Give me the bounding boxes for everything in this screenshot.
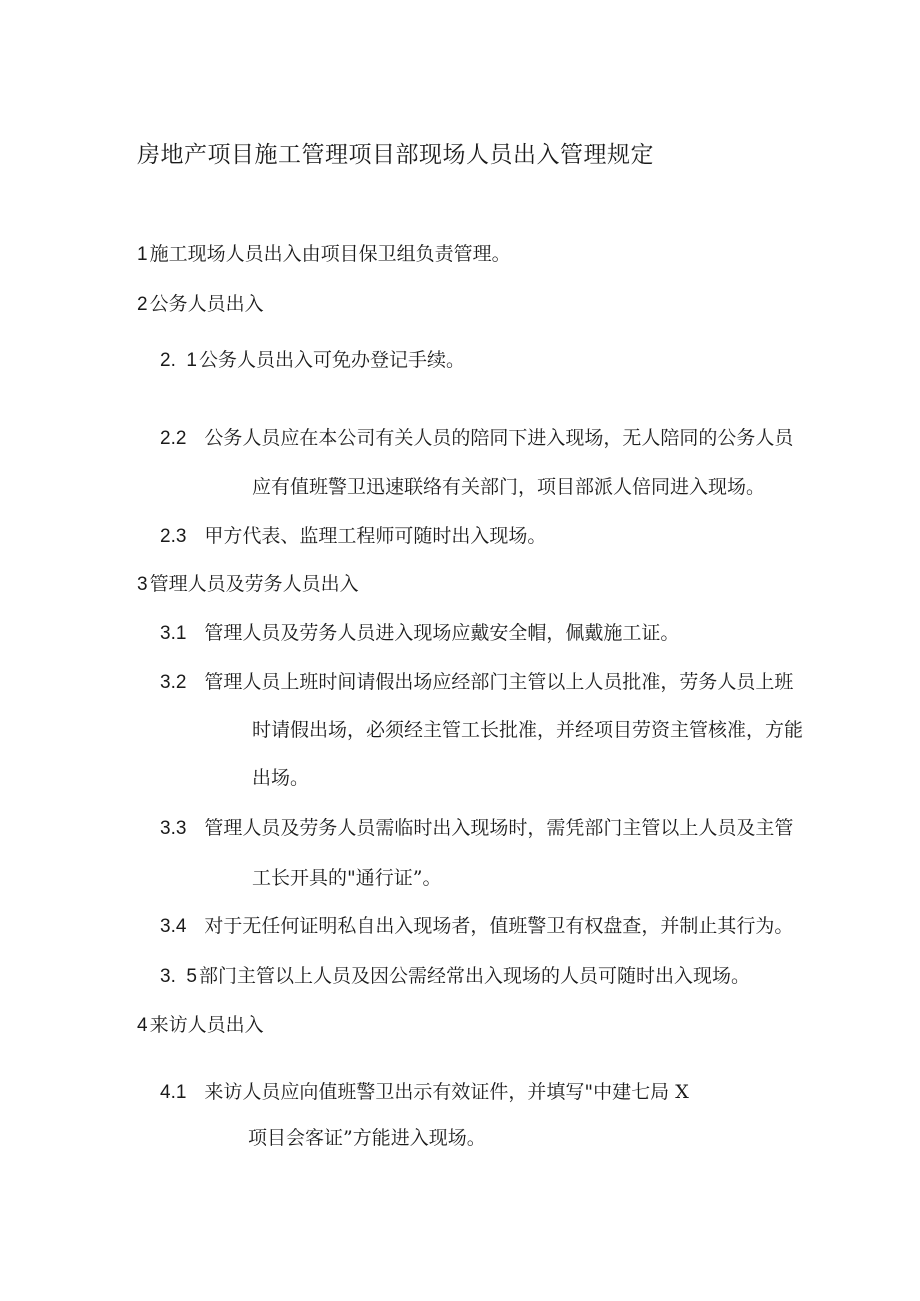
clause-text: 出场。 (252, 767, 310, 789)
clause-3-1 (160, 621, 679, 646)
clause-text: 管理人员及劳务人员进入现场应戴安全帽，佩戴施工证。 (204, 622, 680, 644)
clause-number: 3.4 (160, 916, 187, 937)
clause-text: 管理人员上班时间请假出场应经部门主管以上人员批准，劳务人员上班 (204, 671, 794, 693)
clause-number: 2 (137, 294, 148, 315)
clause-number: 1 (137, 244, 148, 265)
clause-3-3 (160, 816, 793, 841)
section-3-heading (137, 572, 359, 597)
clause-3-2-continued (252, 766, 309, 790)
clause-3-2-continued (252, 718, 803, 742)
clause-text: 项目会客证”方能进入现场。 (248, 1127, 486, 1149)
clause-number: 2.2 (160, 428, 187, 449)
clause-3-5 (160, 964, 750, 989)
clause-3-3-continued (252, 866, 441, 890)
clause-2-1 (160, 348, 465, 373)
section-2-heading (137, 292, 264, 317)
clause-number: 3.3 (160, 818, 187, 839)
clause-2-3 (160, 524, 546, 549)
clause-text: 来访人员应向值班警卫出示有效证件，并填写"中建七局 X (204, 1081, 689, 1103)
clause-text: 甲方代表、监理工程师可随时出入现场。 (204, 525, 547, 547)
clause-text: 公务人员应在本公司有关人员的陪同下进入现场，无人陪同的公务人员 (204, 427, 794, 449)
clause-2-2-continued (252, 475, 765, 499)
clause-number: 4 (137, 1015, 148, 1036)
clause-text: 施工现场人员出入由项目保卫组负责管理。 (149, 243, 511, 265)
clause-1 (137, 242, 511, 267)
clause-text: 公务人员出入 (149, 293, 264, 315)
clause-number: 2. 1 (160, 350, 197, 371)
clause-text: 应有值班警卫迅速联络有关部门，项目部派人倍同进入现场。 (252, 476, 766, 498)
clause-text: 管理人员及劳务人员需临时出入现场时，需凭部门主管以上人员及主管 (204, 817, 794, 839)
clause-3-2 (160, 670, 793, 695)
clause-text: 时请假出场，必须经主管工长批准，并经项目劳资主管核准，方能 (252, 719, 804, 741)
clause-4-1-continued (248, 1126, 486, 1150)
clause-4-1 (160, 1080, 689, 1105)
clause-number: 3.1 (160, 623, 187, 644)
clause-2-2 (160, 426, 793, 451)
document-title: 房地产项目施工管理项目部现场人员出入管理规定 (137, 142, 654, 168)
clause-number: 4.1 (160, 1082, 187, 1103)
clause-text: 对于无任何证明私自出入现场者，值班警卫有权盘查，并制止其行为。 (204, 915, 794, 937)
clause-text: 工长开具的"通行证”。 (252, 867, 442, 889)
clause-text: 公务人员出入可免办登记手续。 (198, 349, 465, 371)
clause-number: 3. 5 (160, 966, 197, 987)
section-4-heading (137, 1013, 264, 1038)
clause-number: 2.3 (160, 526, 187, 547)
clause-text: 部门主管以上人员及因公需经常出入现场的人员可随时出入现场。 (198, 965, 750, 987)
clause-text: 管理人员及劳务人员出入 (149, 573, 359, 595)
clause-number: 3 (137, 574, 148, 595)
clause-number: 3.2 (160, 672, 187, 693)
clause-3-4 (160, 914, 793, 939)
clause-text: 来访人员出入 (149, 1014, 264, 1036)
